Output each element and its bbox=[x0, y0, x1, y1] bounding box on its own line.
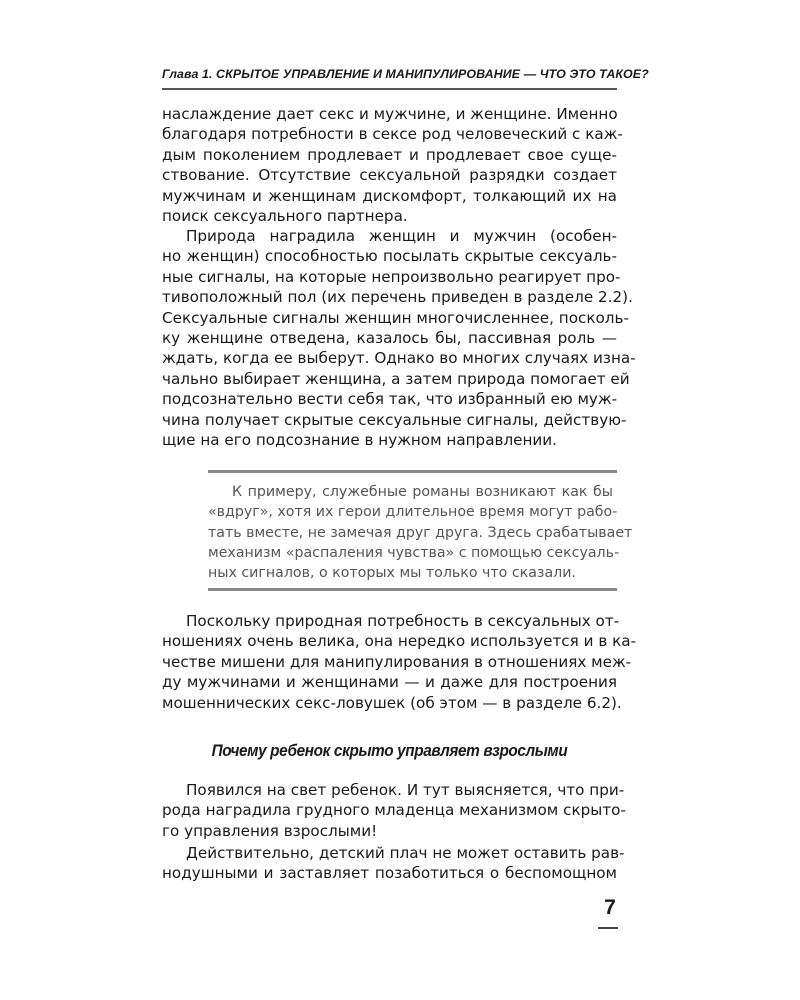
text-line: мужчинам и женщинам дискомфорт, толкающий их на bbox=[162, 186, 617, 205]
page-number: 7 bbox=[604, 896, 616, 919]
text-line: наслаждение дает секс и мужчине, и женщине. Именно bbox=[162, 105, 618, 123]
text-line: поиск сексуального партнера. bbox=[162, 206, 408, 225]
text-line: Поскольку природная потребность в сексуальных от- bbox=[186, 612, 620, 630]
quote-line: механизм «распаления чувства» с помощью сексуаль- bbox=[208, 544, 620, 561]
text-line: Появился на свет ребенок. И тут выясняется, что при- bbox=[186, 781, 625, 799]
text-line: нодушными и заставляет позаботиться о беспомощном bbox=[162, 864, 617, 883]
text-line: честве мишени для манипулирования в отношениях меж- bbox=[162, 652, 632, 671]
quote-line: ных сигналов, о которых мы только что сказали. bbox=[208, 565, 576, 582]
text-line: чально выбирает женщина, а затем природа помогает ей bbox=[162, 369, 630, 388]
quote-block bbox=[208, 482, 633, 583]
text-line: го управления взрослыми! bbox=[162, 821, 378, 840]
text-line: дым поколением продлевает и продлевает свое суще- bbox=[162, 145, 617, 164]
text-line: Природа наградила женщин и мужчин (особен- bbox=[186, 227, 617, 245]
text-line: ждать, когда ее выберут. Однако во многих случаях изна- bbox=[162, 349, 636, 368]
quote-line: К примеру, служебные романы возникают как бы bbox=[232, 484, 613, 500]
quote-line: тать вместе, не замечая друг друга. Здесь срабатывает bbox=[208, 524, 633, 541]
text-line: но женщин) способностью посылать скрытые сексуаль- bbox=[162, 247, 617, 266]
paragraph-3 bbox=[162, 611, 637, 713]
text-line: ку женщине отведена, казалось бы, пассивная роль — bbox=[162, 328, 617, 347]
text-line: ду мужчинами и женщинами — и даже для построения bbox=[162, 673, 617, 692]
text-line: Действительно, детский плач не может оставить рав- bbox=[186, 844, 625, 862]
paragraph-1 bbox=[162, 104, 623, 226]
text-line: благодаря потребности в сексе род человеческий с каж- bbox=[162, 125, 623, 144]
quote-line: «вдруг», хотя их герои длительное время могут рабо- bbox=[208, 504, 618, 521]
text-line: ные сигналы, на которые непроизвольно реагирует про- bbox=[162, 267, 621, 286]
text-line: ношениях очень велика, она нередко используется и в ка- bbox=[162, 632, 637, 651]
quote-bottom-rule bbox=[208, 588, 617, 591]
text-line: ствование. Отсутствие сексуальной разрядки создает bbox=[162, 166, 617, 185]
text-line: Сексуальные сигналы женщин многочисленнее, посколь- bbox=[162, 308, 629, 327]
text-line: рода наградила грудного младенца механизмом скрыто- bbox=[162, 801, 626, 820]
page-number-rule bbox=[598, 927, 618, 929]
text-line: подсознательно вести себя так, что избранный ею муж- bbox=[162, 390, 618, 409]
text-line: мошеннических секс-ловушек (об этом — в разделе 6.2). bbox=[162, 693, 622, 712]
running-head: Глава 1. СКРЫТОЕ УПРАВЛЕНИЕ И МАНИПУЛИРОВАНИЕ — ЧТО ЭТО ТАКОЕ? bbox=[162, 67, 649, 81]
quote-top-rule bbox=[208, 470, 617, 473]
text-line: тивоположный пол (их перечень приведен в разделе 2.2). bbox=[162, 288, 633, 307]
section-heading: Почему ребенок скрыто управляет взрослыми bbox=[211, 741, 568, 760]
paragraph-2 bbox=[162, 226, 636, 450]
text-line: щие на его подсознание в нужном направлении. bbox=[162, 430, 558, 449]
header-rule bbox=[162, 88, 617, 90]
paragraph-4 bbox=[162, 780, 626, 841]
paragraph-5 bbox=[162, 843, 625, 884]
text-line: чина получает скрытые сексуальные сигналы, действую- bbox=[162, 410, 627, 429]
